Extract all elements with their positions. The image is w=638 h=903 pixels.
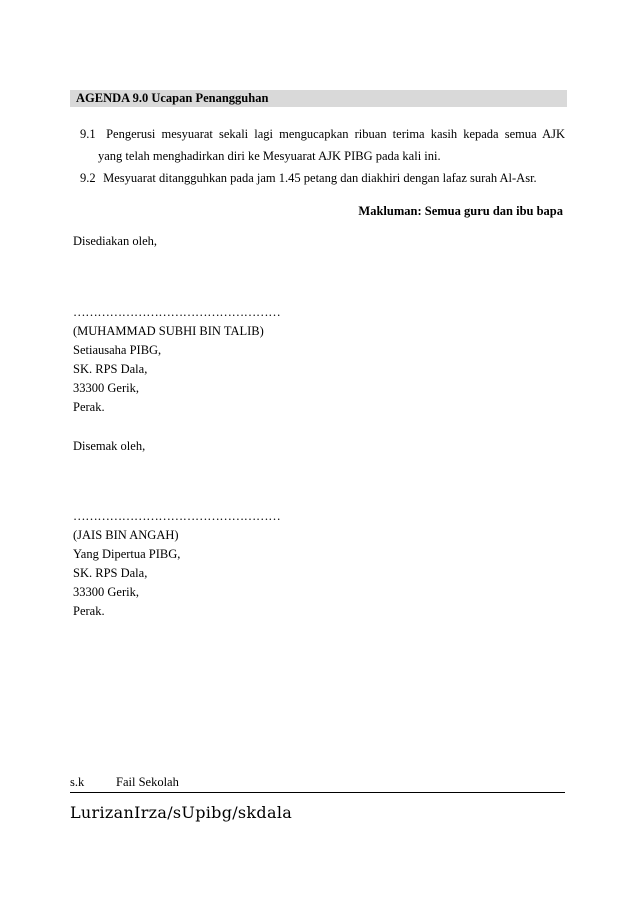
prepared-by-label: Disediakan oleh, [73, 234, 158, 248]
notice-text: Makluman: Semua guru dan ibu bapa [358, 204, 563, 218]
signatory-school: SK. RPS Dala, [73, 362, 148, 376]
signature-line-prepared: …………………………………………… [73, 305, 281, 319]
signatory-name: (MUHAMMAD SUBHI BIN TALIB) [73, 324, 264, 338]
footer-sk-label: s.k [70, 775, 85, 789]
signatory-school: SK. RPS Dala, [73, 566, 148, 580]
footer-copy-to [70, 774, 565, 793]
signatory-name: (JAIS BIN ANGAH) [73, 528, 179, 542]
item-number: 9.2 [80, 171, 96, 185]
prepared-by-signature-block [73, 322, 264, 417]
signatory-state: Perak. [73, 400, 105, 414]
item-text: Mesyuarat ditangguhkan pada jam 1.45 petang dan diakhiri dengan lafaz surah Al-Asr. [103, 171, 537, 185]
checked-by-label: Disemak oleh, [73, 439, 146, 453]
signatory-position: Yang Dipertua PIBG, [73, 547, 181, 561]
agenda-item-9-2 [80, 167, 565, 189]
agenda-item-9-1-line1 [80, 123, 565, 145]
signatory-state: Perak. [73, 604, 105, 618]
agenda-item-9-1-line2: yang telah menghadirkan diri ke Mesyuarat AJK PIBG pada kali ini. [98, 149, 441, 163]
signatory-postcode: 33300 Gerik, [73, 585, 139, 599]
agenda-heading: AGENDA 9.0 Ucapan Penangguhan [70, 90, 567, 107]
signatory-postcode: 33300 Gerik, [73, 381, 139, 395]
footer-reference: LurizanIrza/sUpibg/skdala [70, 803, 293, 822]
footer-file-label: Fail Sekolah [116, 775, 179, 789]
item-number: 9.1 [80, 127, 96, 141]
item-text: Pengerusi mesyuarat sekali lagi mengucapkan ribuan terima kasih kepada semua AJK [106, 127, 565, 141]
agenda-item-9-1 [80, 123, 565, 167]
checked-by-signature-block [73, 526, 180, 621]
signatory-position: Setiausaha PIBG, [73, 343, 162, 357]
signature-line-checked: …………………………………………… [73, 509, 281, 523]
